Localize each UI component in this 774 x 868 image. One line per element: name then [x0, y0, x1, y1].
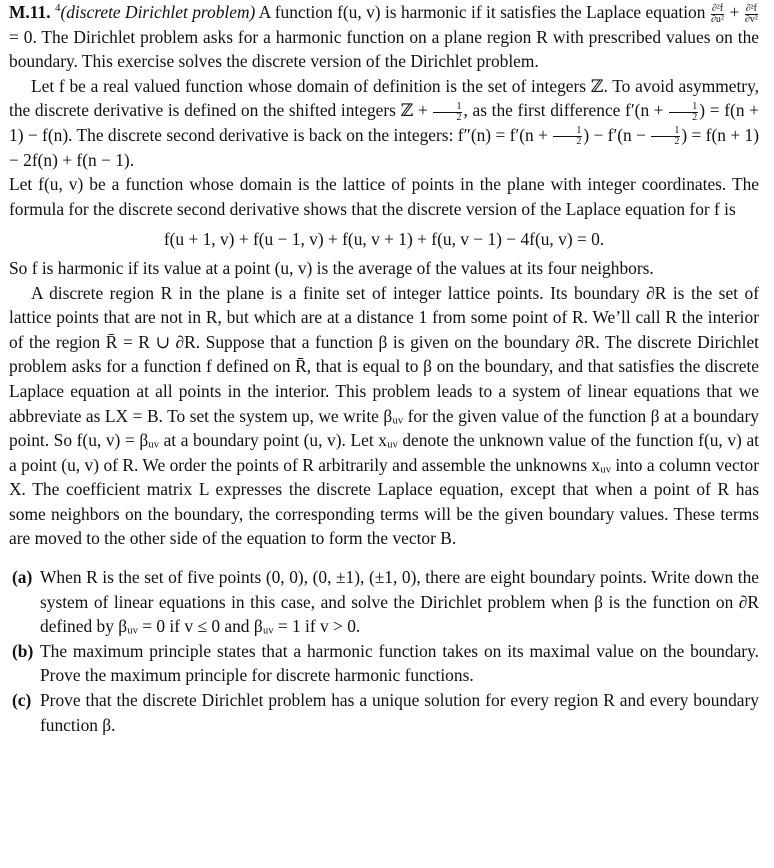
para2-text-5: ) = f(n + 1) − 2f(n) + f(n − 1).: [9, 124, 760, 170]
part-label: (c): [12, 690, 32, 711]
part-b: [9, 639, 759, 688]
plus-sign: +: [729, 2, 740, 22]
half-fraction: $\frac{1}{2}$: [651, 126, 680, 147]
part-label: (a): [12, 567, 33, 588]
half-fraction: $\frac{1}{2}$: [433, 102, 462, 123]
paragraph-harmonic-average: So f is harmonic if its value at a point (u, v) is the average of the values at its four neighbors.: [9, 257, 654, 278]
part-c: [9, 688, 759, 737]
part-text: When R is the set of five points (0, 0), (0, ±1), (±1, 0), there are eight boundary points. Write down the system of linear equations in this case, and solve the Dirichlet problem when β is the function on ∂R defined by βᵤᵥ = 0 if v ≤ 0 and βᵤᵥ = 1 if v > 0.: [40, 567, 759, 637]
footnote-mark: 4: [54, 2, 61, 15]
problem-intro: [9, 0, 759, 74]
partial-fraction-v: $\frac{\text{∂²f}}{\text{∂v²}}$: [744, 2, 758, 25]
para2-text-2: , as the first difference f′(n +: [463, 100, 664, 121]
intro-text-2: = 0. The Dirichlet problem asks for a harmonic function on a plane region R with prescribed values on the boundary. This exercise solves the discrete version of the Dirichlet problem.: [9, 26, 759, 72]
partial-fraction-u: $\frac{\text{∂²f}}{\text{∂u²}}$: [710, 2, 724, 25]
half-fraction: $\frac{1}{2}$: [669, 102, 698, 123]
problem-document: [9, 0, 759, 737]
half-fraction: $\frac{1}{2}$: [553, 126, 582, 147]
paragraph-lattice: Let f(u, v) be a function whose domain is the lattice of points in the plane with integer coordinates. The formula for the discrete second derivative shows that the discrete version of the Laplace equation for f is: [9, 174, 759, 219]
discrete-laplace-equation: f(u + 1, v) + f(u − 1, v) + f(u, v + 1) + f(u, v − 1) − 4f(u, v) = 0.: [163, 229, 605, 250]
intro-text-1: A function f(u, v) is harmonic if it satisfies the Laplace equation: [258, 2, 706, 22]
problem-parts: [9, 565, 759, 737]
part-label: (b): [12, 640, 34, 661]
problem-title: (discrete Dirichlet problem): [60, 2, 256, 22]
paragraph-discrete-region: A discrete region R in the plane is a finite set of integer lattice points. Its boundary ∂R is the set of lattice points that are not in R, but which are at a distance 1 from some point of R. We’ll call R the interior of the region R̄ = R ∪ ∂R. Suppose that a function β is given on the boundary ∂R. The discrete Dirichlet problem asks for a function f defined on R̄, that is equal to β on the boundary, and that satisfies the discrete Laplace equation at all points in the interior. This problem leads to a system of linear equations that we abbreviate as LX = B. To set the system up, we write βᵤᵥ for the given value of the function β at a boundary point. So f(u, v) = βᵤᵥ at a boundary point (u, v). Let xᵤᵥ denote the unknown value of the function f(u, v) at a point (u, v) of R. We order the points of R arbitrarily and assemble the unknowns xᵤᵥ into a column vector X. The coefficient matrix L expresses the discrete Laplace equation, except that when a point of R has some neighbors on the boundary, the corresponding terms will be the given boundary values. These terms are moved to the other side of the equation to form the vector B.: [9, 282, 759, 549]
part-text: Prove that the discrete Dirichlet problem has a unique solution for every region R and every boundary function β.: [40, 690, 759, 735]
para2-text-3: ) = f(n + 1) − f(n). The discrete second derivative is back on the integers: f″(n) = f′(n +: [9, 100, 759, 145]
part-text: The maximum principle states that a harmonic function takes on its maximal value on the boundary. Prove the maximum principle for discrete harmonic functions.: [40, 640, 759, 686]
problem-id: M.11.: [9, 2, 51, 22]
paragraph-discrete-derivative: [9, 74, 759, 172]
para2-text-1: Let f be a real valued function whose domain of definition is the set of integers ℤ. To avoid asymmetry, the discrete derivative is defined on the shifted integers ℤ +: [9, 75, 759, 121]
para2-text-4: ) − f′(n −: [583, 124, 646, 145]
part-a: [9, 565, 759, 639]
